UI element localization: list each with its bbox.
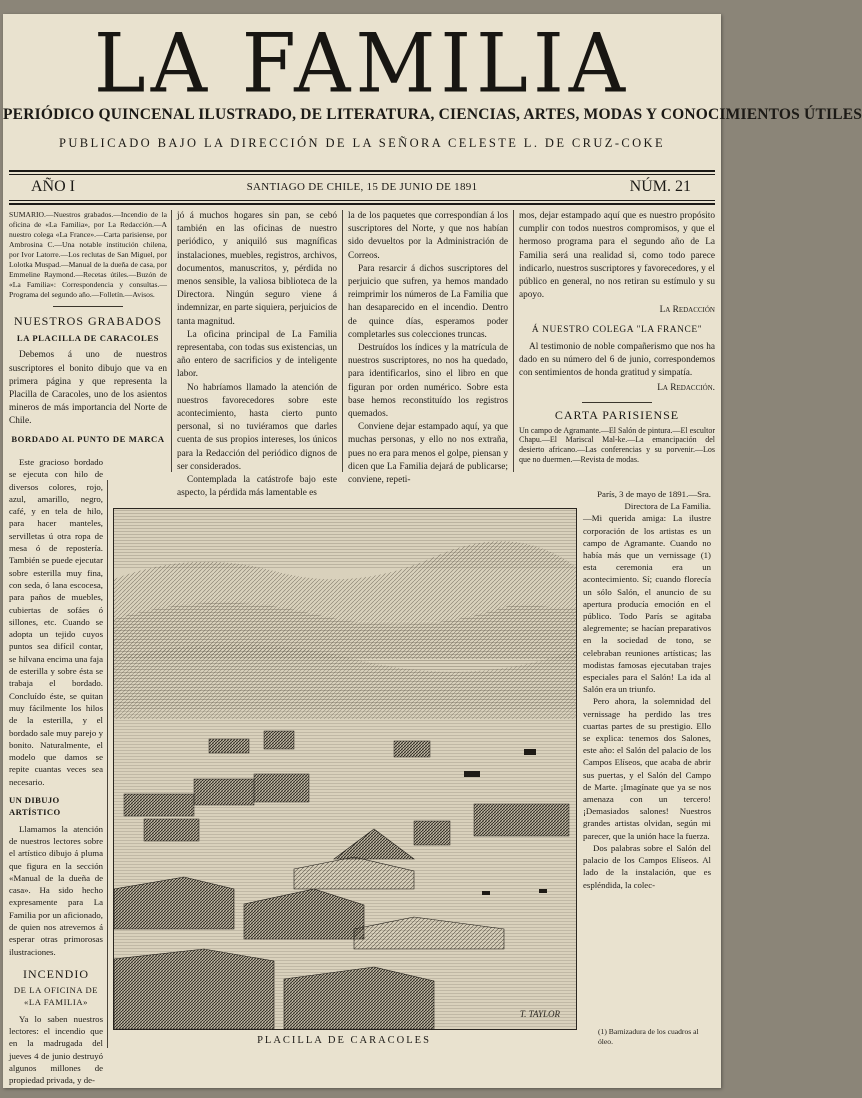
paragraph: —Mi querida amiga: La ilustre corporación de los artistas es un campo de Agramante. Cuando no había más que un vernissage (1) esta ceremonia era un acontecimiento. Sí; cuando florecía un sólo Salón, el anuncio de su apertura producía emoción en el público. Todo París se agitaba alegremente; se hacían preparativos en la sociedad de tono, se celebraban reuniones artísticas; las modistas famosas ejecutaban trajes especiales para el Salón! La ida al Salón era un triunfo. <box>583 513 711 695</box>
masthead-subtitle: PERIÓDICO QUINCENAL ILUSTRADO, DE LITERATURA, CIENCIAS, ARTES, MODAS Y CONOCIMIENTOS ÚTILES <box>3 106 862 123</box>
paragraph: Para resarcir á dichos suscriptores del perjuicio que sufren, ya hemos mandado reimprimir los números de La Familia que han desaparecido en el incendio. Dentro de quince días, esperamos poder completarles sus colecciones truncas. <box>348 263 508 340</box>
column-divider <box>107 480 108 1048</box>
carta-summary: Un campo de Agramante.—El Salón de pintura.—El escultor Chapu.—El Mariscal Mal-ke.—La emancipación del desierto africano.—Las conferencias y su porvenir.—Los que no duermen.—Revista de modas. <box>519 425 715 464</box>
separator <box>582 402 652 403</box>
heading-dibujo-artistico: UN DIBUJO ARTÍSTICO <box>9 795 61 818</box>
newspaper-page <box>3 14 862 1088</box>
engraver-signature: T. TAYLOR <box>519 1009 560 1019</box>
heading-colega: Á NUESTRO COLEGA "LA FRANCE" <box>531 324 703 335</box>
heading-oficina: DE LA OFICINA DE «LA FAMILIA» <box>13 985 99 1008</box>
paragraph: Dos palabras sobre el Salón del palacio de los Campos Elíseos. Al lado de la instalación, que es espléndida, la colec- <box>583 842 711 890</box>
column-1-narrow <box>9 456 103 1086</box>
paragraph: Llamamos la atención de nuestros lectores sobre el artístico dibujo á pluma que figura en la sección «Manual de la dueña de casa». Ha sido hecho expresamente para La Familia por un aficionado, de quien nos atrevemos á esperar otras primorosas ilustraciones. <box>9 823 103 957</box>
illustration-caption: PLACILLA DE CARACOLES <box>257 1035 431 1046</box>
top-rule <box>9 170 715 172</box>
column-3 <box>348 210 508 494</box>
heading-carta-parisiense: CARTA PARISIENSE <box>554 407 680 422</box>
engraving-placilla-de-caracoles <box>113 508 577 1030</box>
column-4-top <box>519 210 715 492</box>
info-rule-thin <box>9 200 715 201</box>
issue-info-bar <box>9 178 715 198</box>
info-rule <box>9 203 715 205</box>
issue-place-date: SANTIAGO DE CHILE, 15 DE JUNIO DE 1891 <box>246 181 478 193</box>
masthead-director: PUBLICADO BAJO LA DIRECCIÓN DE LA SEÑORA CELESTE L. DE CRUZ-COKE <box>58 136 666 150</box>
paragraph: Pero ahora, la solemnidad del vernissage ha perdido las tres cuartas partes de su prestigio. Ello se explica: tenemos dos Salones, este año: el Salón del palacio de los Campos Elíseos, que acaba de abrir sus puertas, y el Salón del Campo de Marte. ¡Imagínate que ya se nos amenaza con un tercero! ¡Demasiados salones! Nuestros grandes artistas olvidan, según mi parecer, que la unión hace la fuerza. <box>583 696 711 841</box>
separator <box>53 306 123 307</box>
paragraph: la de los paquetes que correspondían á los suscriptores del Norte, y que nos habían sido devueltos por la Administración de Correos. <box>348 211 508 261</box>
carta-date: París, 3 de mayo de 1891.—Sra. Directora de La Familia. <box>597 489 711 512</box>
paragraph: mos, dejar estampado aquí que es nuestro propósito cumplir con todos nuestros compromisos, y que el hermoso programa para el segundo año de La Familia será una realidad si, como todo parece indicarlo, nuestros suscriptores y favorecedores, y el público en general, no nos retiran su estímulo y su apoyo. <box>519 211 715 301</box>
heading-bordado: BORDADO AL PUNTO DE MARCA <box>11 433 165 444</box>
paragraph: Ya lo saben nuestros lectores: el incendio que en la madrugada del jueves 4 de junio destruyó algunos millones de propiedad privada, y de- <box>9 1013 103 1086</box>
signature-redaccion: La Redacción. <box>657 383 715 394</box>
paragraph: No habríamos llamado la atención de nuestros favorecedores sobre este acontecimiento, hasta cierto punto personal, si no tuviéramos que darles cuenta de sus propios intereses, los únicos para la Redacción del periódico dignos de ser considerados. <box>177 382 337 472</box>
issue-number: NÚM. 21 <box>629 178 691 195</box>
column-divider <box>513 210 514 472</box>
paragraph: Al testimonio de noble compañerismo que nos ha dado en su número del 6 de junio, correspondemos con sentimientos de honda gratitud y simpatía. <box>519 341 715 379</box>
paragraph: La oficina principal de La Familia representaba, con todas sus existencias, un año entero de sacrificios y de inteligente labor. <box>177 329 337 380</box>
column-1-top <box>9 210 167 486</box>
top-rule-thin <box>9 174 715 175</box>
paragraph: Destruídos los índices y la matrícula de nuestros suscriptores, no nos ha quedado, para identificarlos, sino el libro en que figuran por orden numérico. Sobre esta base hemos reconstituído los registros quemados. <box>348 343 508 420</box>
heading-placilla: LA PLACILLA DE CARACOLES <box>16 333 160 344</box>
sumario: SUMARIO.—Nuestros grabados.—Incendio de la oficina de «La Familia», por La Redacción.—A nuestro colega «La France».—Carta parisiense, por Ambrosina C.—Una notable institución chilena, por Ivor Latorre.—Los reclutas de San Miguel, por Lolotka Muspad.—Manual de la dueña de casa, por Emmeline Raymond.—Recetas útiles.—Buzón de «La Familia»: Correspondencia y consultas.—Programa del segundo año.—Folletín.—Avisos. <box>9 210 167 299</box>
signature-redaccion: La Redacción <box>659 305 715 316</box>
footnote: (1) Barnizadura de los cuadros al óleo. <box>598 1027 699 1046</box>
column-2 <box>177 210 337 499</box>
heading-nuestros-grabados: NUESTROS GRABADOS <box>13 314 163 328</box>
paragraph: Contemplada la catástrofe bajo este aspecto, la pérdida más lamentable es <box>177 475 337 499</box>
heading-incendio: INCENDIO <box>23 966 89 981</box>
paragraph: Debemos á uno de nuestros suscriptores el bonito dibujo que va en primera página y que representa la Placilla de Caracoles, uno de los asientos mineros de más importancia del Norte de Chile. <box>9 350 167 427</box>
paragraph: Este gracioso bordado se ejecuta con hilo de diversos colores, rojo, azul, amarillo, negro, café, y en tela de hilo, para hacer manteles, servilletas ú otra ropa de mesa ó de repostería. También se puede ejecutar sobre esterilla muy fina, con seda, ó lana escocesa, para paños de muebles, cubiertas de sofáes ó sillones, etc. Cuando se adopta un tejido cuyos puntos sea difícil contar, se hilvana encima una faja de esterilla y sobre ésta se trabaja el bordado. Concluído éste, se quitan muy fácilmente los hilos de la esterilla, y el bordado sale muy parejo y bonito. Naturalmente, el modelo que damos se repite cuantas veces sea necesario. <box>9 457 103 787</box>
paragraph: jó á muchos hogares sin pan, se cebó también en las oficinas de nuestro periódico, y aniquiló sus magníficas instalaciones, muebles, registros, archivos, documentos, manuscritos, y, pérdida no menos sensible, la valiosa biblioteca de la Directora. Ningún seguro viene á indemnizar, en parte siquiera, perjuicios de tanta magnitud. <box>177 211 337 327</box>
column-divider <box>171 210 172 472</box>
paragraph: Conviene dejar estampado aquí, ya que muchas personas, y ello no nos extraña, pues no era para menos el golpe, piensan y dicen que La Familia dejará de publicarse; conviene, repeti- <box>348 422 508 486</box>
masthead-title: LA FAMILIA <box>93 16 631 112</box>
engraving-image <box>114 509 576 1029</box>
column-4-narrow <box>583 488 711 1024</box>
issue-year: AÑO I <box>31 178 75 195</box>
column-divider <box>342 210 343 472</box>
